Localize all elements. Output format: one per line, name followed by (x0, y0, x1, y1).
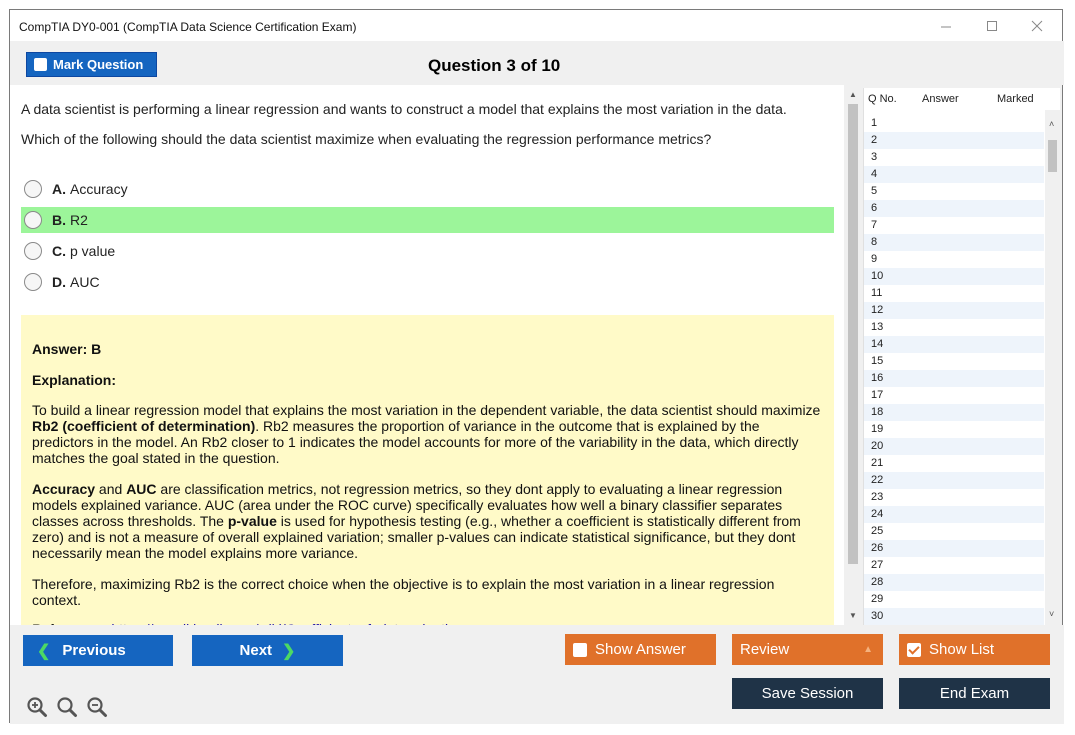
question-list-header (864, 88, 1060, 110)
question-list-row[interactable]: 8 (864, 234, 1044, 251)
caret-down-icon: ▲ (863, 644, 873, 655)
previous-button[interactable] (23, 635, 173, 666)
question-list-row[interactable]: 30 (864, 608, 1044, 625)
zoom-out-icon[interactable] (86, 696, 108, 718)
option-letter: A. (52, 181, 66, 197)
show-list-button[interactable] (899, 634, 1050, 665)
maximize-icon (986, 20, 998, 32)
option-letter: C. (52, 243, 66, 259)
question-list-row[interactable]: 7 (871, 219, 878, 231)
p1-text-c: . Rb2 measures the proportion of variance in the outcome that is explained by the predictors in the model. An Rb2 closer to 1 indicates the model accounts for more of the variability in the data, which directly matches the goal stated in the question. (32, 418, 799, 466)
question-list-row[interactable]: 27 (871, 559, 884, 571)
scroll-down-icon[interactable]: ▼ (849, 611, 857, 620)
chevron-right-icon: ❯ (282, 642, 296, 660)
question-panel (10, 85, 844, 625)
radio-icon[interactable] (24, 273, 42, 291)
question-list-row[interactable]: 19 (871, 423, 884, 435)
show-list-checkbox-icon[interactable] (907, 643, 921, 657)
question-list-row[interactable]: 3 (871, 151, 878, 163)
close-button[interactable] (1015, 13, 1059, 39)
close-icon (1031, 20, 1043, 32)
question-list-row[interactable]: 13 (871, 321, 884, 333)
save-session-button[interactable] (732, 678, 883, 709)
question-text-line-2: Which of the following should the data scientist maximize when evaluating the regression performance metrics? (21, 131, 712, 147)
scroll-thumb[interactable] (848, 104, 858, 564)
scroll-thumb[interactable] (1048, 140, 1057, 172)
p2-text-d: are classification metrics, not regression metrics, so they dont apply to evaluating a linear regression models explained variance. AUC (area under the ROC curve) specifically evaluates how well a binary classifier separates classes across thresholds. The (32, 481, 783, 529)
question-list-row[interactable]: 26 (864, 540, 1044, 557)
question-list-row[interactable]: 29 (871, 593, 884, 605)
minimize-icon (940, 20, 952, 32)
question-list-row[interactable]: 24 (864, 506, 1044, 523)
scroll-up-icon[interactable]: ▲ (849, 90, 857, 99)
question-text-line-1: A data scientist is performing a linear regression and wants to construct a model that explains the most variation in the data. (21, 101, 787, 117)
chevron-left-icon: ❮ (37, 642, 51, 660)
question-list-rows (864, 115, 1044, 625)
col-qno[interactable]: Q No. (868, 93, 897, 105)
question-counter: Question 3 of 10 (428, 56, 561, 75)
question-list-row[interactable]: 11 (871, 287, 883, 299)
option-letter: D. (52, 274, 66, 290)
option-text: Accuracy (70, 181, 128, 197)
p2-bold-auc: AUC (126, 481, 157, 497)
radio-icon[interactable] (24, 242, 42, 260)
p2-bold-pvalue: p-value (227, 513, 277, 529)
p2-bold-accuracy: Accuracy (32, 481, 96, 497)
title-bar (10, 10, 1062, 41)
answer-heading: Answer: B (32, 341, 102, 357)
review-label: Review (740, 641, 790, 658)
p2-text-f: is used for hypothesis testing (e.g., whether a coefficient is statistically different from zero) and is not a measure of overall explained variation; smaller p-values can indicate statistical significance, but they dont necessarily mean the model explains more variance. (32, 513, 801, 561)
footer-toolbar (10, 625, 1064, 724)
question-panel-scrollbar[interactable] (846, 87, 860, 624)
question-list (863, 88, 1059, 625)
mark-question-button[interactable] (26, 52, 157, 77)
question-list-row[interactable]: 28 (864, 574, 1044, 591)
option-b[interactable] (21, 207, 834, 233)
p2-text-b: and (95, 481, 127, 497)
explanation-paragraph-2 (32, 481, 822, 561)
minimize-button[interactable] (924, 13, 968, 39)
question-list-row[interactable]: 4 (864, 166, 1044, 183)
next-label: Next (239, 642, 273, 659)
question-list-row[interactable]: 17 (871, 389, 884, 401)
maximize-button[interactable] (970, 13, 1014, 39)
option-letter: B. (52, 212, 66, 228)
question-list-row[interactable]: 16 (864, 370, 1044, 387)
chevron-up-icon[interactable]: ˄ (1049, 119, 1055, 129)
question-list-row[interactable]: 21 (871, 457, 884, 469)
col-marked[interactable]: Marked (997, 93, 1034, 105)
question-list-row[interactable]: 12 (864, 302, 1044, 319)
option-a[interactable] (21, 176, 834, 202)
mark-checkbox-icon[interactable] (34, 58, 47, 71)
show-answer-label: Show Answer (595, 641, 686, 658)
question-list-row[interactable]: 14 (864, 336, 1044, 353)
col-answer[interactable]: Answer (922, 93, 959, 105)
question-list-row[interactable]: 15 (871, 355, 884, 367)
explanation-label: Explanation: (32, 372, 117, 388)
question-list-row[interactable]: 6 (864, 200, 1044, 217)
question-list-row[interactable]: 10 (864, 268, 1044, 285)
question-list-scrollbar[interactable] (1045, 110, 1060, 625)
question-list-row[interactable]: 9 (871, 253, 878, 265)
radio-icon[interactable] (24, 180, 42, 198)
previous-label: Previous (62, 642, 126, 659)
show-list-label: Show List (929, 641, 995, 658)
explanation-paragraph-1 (32, 402, 822, 466)
question-list-row[interactable]: 20 (864, 438, 1044, 455)
zoom-reset-icon[interactable] (56, 696, 78, 718)
option-d[interactable] (21, 269, 834, 295)
save-session-label: Save Session (761, 685, 854, 702)
window-title: CompTIA DY0-001 (CompTIA Data Science Certification Exam) (19, 20, 357, 34)
p1-text-a: To build a linear regression model that explains the most variation in the dependent variable, the data scientist should maximize (32, 402, 821, 418)
show-answer-button[interactable] (565, 634, 716, 665)
next-button[interactable] (192, 635, 343, 666)
option-text: p value (70, 243, 116, 259)
option-text: R2 (70, 212, 88, 228)
question-list-row[interactable]: 23 (871, 491, 884, 503)
exam-window (9, 9, 1063, 723)
mark-question-label: Mark Question (53, 57, 144, 72)
zoom-in-icon[interactable] (26, 696, 48, 718)
review-dropdown[interactable] (732, 634, 883, 665)
chevron-down-icon[interactable]: ˅ (1049, 609, 1055, 619)
question-header (10, 41, 1064, 85)
radio-icon[interactable] (24, 211, 42, 229)
question-list-row[interactable]: 1 (871, 117, 878, 129)
show-answer-checkbox-icon[interactable] (573, 643, 587, 657)
end-exam-label: End Exam (939, 685, 1010, 702)
option-c[interactable] (21, 238, 834, 264)
explanation-paragraph-3: Therefore, maximizing Rb2 is the correct choice when the objective is to explain the most variation in a linear regression context. (32, 576, 775, 608)
question-list-row[interactable]: 18 (864, 404, 1044, 421)
question-list-row[interactable]: 25 (871, 525, 884, 537)
end-exam-button[interactable] (899, 678, 1050, 709)
p1-bold: Rb2 (coefficient of determination) (32, 418, 256, 434)
question-list-row[interactable]: 2 (864, 132, 1044, 149)
option-text: AUC (70, 274, 100, 290)
answer-explanation-box (21, 315, 834, 635)
question-list-row[interactable]: 22 (864, 472, 1044, 489)
question-list-row[interactable]: 5 (871, 185, 878, 197)
